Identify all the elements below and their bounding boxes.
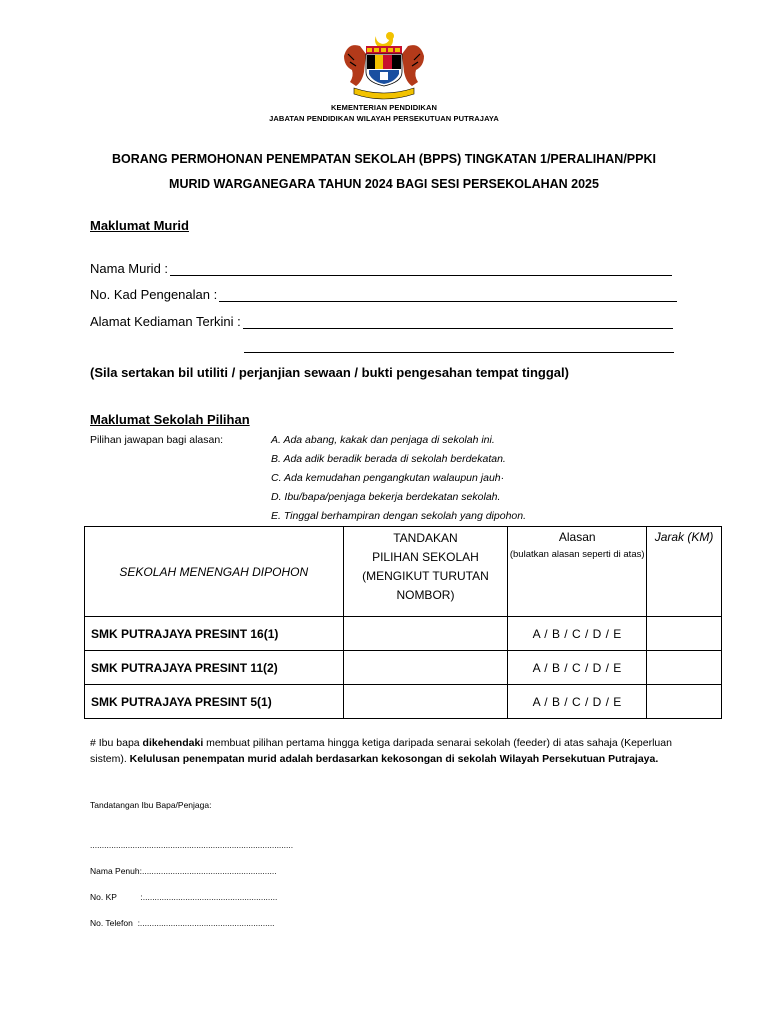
address-field[interactable] xyxy=(90,314,673,329)
choice-number-cell[interactable] xyxy=(343,651,508,685)
phone-field[interactable]: No. Telefon :......................................................... xyxy=(90,918,275,928)
reason-d: D. Ibu/bapa/penjaga bekerja berdekatan sekolah. xyxy=(271,491,501,503)
reason-options-cell[interactable]: A / B / C / D / E xyxy=(508,651,647,685)
parent-instruction-note xyxy=(90,735,690,767)
form-title-line-1: BORANG PERMOHONAN PENEMPATAN SEKOLAH (BPPS) TINGKATAN 1/PERALIHAN/PPKI xyxy=(111,152,656,166)
choice-header-line: NOMBOR) xyxy=(396,588,455,602)
note-text: # Ibu bapa xyxy=(90,737,143,749)
reason-column-header xyxy=(508,527,647,617)
note-approval-text: Kelulusan penempatan murid adalah berdasarkan kekosongan di sekolah Wilayah Persekutuan Putrajaya. xyxy=(129,753,659,765)
reason-e: E. Tinggal berhampiran dengan sekolah yang dipohon. xyxy=(271,510,527,522)
reason-header-note: (bulatkan alasan seperti di atas) xyxy=(509,549,645,560)
signature-label: Tandatangan Ibu Bapa/Penjaga: xyxy=(90,800,212,810)
school-name-cell: SMK PUTRAJAYA PRESINT 5(1) xyxy=(85,685,344,719)
form-title-line-2: MURID WARGANEGARA TAHUN 2024 BAGI SESI PERSEKOLAHAN 2025 xyxy=(169,177,599,191)
distance-cell[interactable] xyxy=(647,617,722,651)
ministry-name: KEMENTERIAN PENDIDIKAN xyxy=(331,103,437,112)
choice-header-line: PILIHAN SEKOLAH xyxy=(372,550,479,564)
student-name-input-line[interactable] xyxy=(170,263,672,276)
distance-cell[interactable] xyxy=(647,651,722,685)
school-column-header: SEKOLAH MENENGAH DIPOHON xyxy=(85,527,344,617)
note-text: membuat pilihan pertama hingga ketiga daripada senarai sekolah (feeder) di atas sahaja (Keperluan sistem). xyxy=(90,737,672,765)
table-row xyxy=(85,685,722,719)
school-choice-heading: Maklumat Sekolah Pilihan xyxy=(90,412,250,427)
department-name: JABATAN PENDIDIKAN WILAYAH PERSEKUTUAN PUTRAJAYA xyxy=(269,114,499,123)
ic-field[interactable]: No. KP :......................................................... xyxy=(90,892,278,902)
reason-intro: Pilihan jawapan bagi alasan: xyxy=(90,434,224,446)
reason-b: B. Ada adik beradik berada di sekolah berdekatan. xyxy=(271,453,506,465)
note-emphasis: dikehendaki xyxy=(142,737,204,749)
address-input-line-2[interactable] xyxy=(244,340,674,353)
table-header-row xyxy=(85,527,722,617)
full-name-field[interactable]: Nama Penuh:......................................................... xyxy=(90,866,277,876)
attachment-note: (Sila sertakan bil utiliti / perjanjian sewaan / bukti pengesahan tempat tinggal) xyxy=(90,365,569,380)
reason-header-title: Alasan xyxy=(558,530,596,544)
school-selection-table xyxy=(84,526,722,719)
ic-number-field[interactable] xyxy=(90,287,677,302)
malaysia-coat-of-arms-logo xyxy=(336,26,432,100)
reason-c: C. Ada kemudahan pengangkutan walaupun jauh· xyxy=(271,472,505,484)
choice-column-header xyxy=(343,527,508,617)
student-info-heading: Maklumat Murid xyxy=(90,218,189,233)
school-name-cell: SMK PUTRAJAYA PRESINT 11(2) xyxy=(85,651,344,685)
student-name-field[interactable] xyxy=(90,261,672,276)
reason-options-cell[interactable]: A / B / C / D / E xyxy=(508,685,647,719)
address-label: Alamat Kediaman Terkini : xyxy=(90,314,241,329)
signature-line[interactable]: ...................................................................................... xyxy=(90,840,294,850)
reason-a: A. Ada abang, kakak dan penjaga di sekolah ini. xyxy=(271,434,495,446)
ic-number-label: No. Kad Pengenalan : xyxy=(90,287,218,302)
student-name-label: Nama Murid : xyxy=(90,261,169,276)
ic-number-input-line[interactable] xyxy=(219,289,677,302)
table-row xyxy=(85,617,722,651)
choice-header-line: TANDAKAN xyxy=(393,531,458,545)
choice-number-cell[interactable] xyxy=(343,685,508,719)
choice-number-cell[interactable] xyxy=(343,617,508,651)
choice-header-line: (MENGIKUT TURUTAN xyxy=(362,569,489,583)
reason-options-cell[interactable]: A / B / C / D / E xyxy=(508,617,647,651)
address-input-line-1[interactable] xyxy=(243,316,673,329)
school-name-cell: SMK PUTRAJAYA PRESINT 16(1) xyxy=(85,617,344,651)
distance-column-header: Jarak (KM) xyxy=(647,527,722,617)
distance-cell[interactable] xyxy=(647,685,722,719)
table-row xyxy=(85,651,722,685)
address-field-line-2[interactable] xyxy=(242,340,674,353)
